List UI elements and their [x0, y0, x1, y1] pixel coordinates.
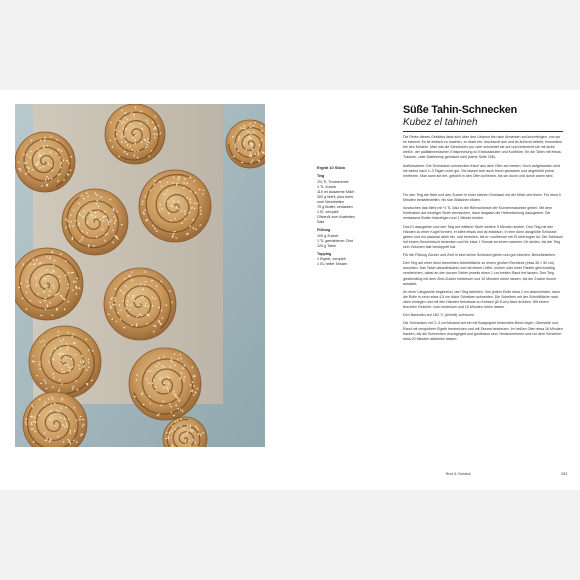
ingredient-item: 1 Eigelb, verquirlt [317, 257, 346, 262]
bun [15, 132, 75, 192]
method-step: Inzwischen das Mehl mit ½ TL Salz in die Rührschüssel der Küchenmaschine geben. Mit dem Knethaken auf niedriger Stufe vermischen, dann langsam die Hefemischung dazugeben. Die zerlassene Butter hinzufügen und 1 Minute kneten. [403, 206, 553, 221]
book-spread [0, 90, 580, 490]
ingredient-item: 120 g Tahin [317, 243, 336, 248]
chapter-footer: Brot & Gebäck [446, 472, 471, 476]
yield: Ergibt 10 Stück [317, 165, 346, 170]
ingredient-group-heading: Füllung [317, 228, 331, 233]
recipe-title: Süße Tahin-Schnecken [403, 104, 517, 116]
ingredient-item: 1 TL Zucker [317, 184, 337, 189]
ingredient-item: Salz [317, 220, 325, 225]
method-step: Den Teig auf einer dünn bemehlten Arbeitsfläche zu einem großen Rechteck (etwa 35 × 50 cm) ausrollen. Das Tahin daraufträufeln und mit einem Löffel- rücken oder einer Palette gleichmäßig verstreichen, dabei an den kurzen Seiten jeweils einen 1 cm breiten Rand frei lassen. Den Teig gleichmäßig mit dem Zimt-Zucker bestreuen und 10 Minuten ruhen lassen, bis der Zucker feucht aussieht. [403, 261, 557, 286]
bun [105, 104, 165, 164]
ingredient-item: 1 TL gemahlener Zimt [317, 238, 353, 243]
method-step: An einer Längsseite beginnend, den Teig aufrollen. Von jedem Ende etwa 2 cm abschneiden, dann die Rolle in zehn etwa 4,5 cm dicke Scheiben schneiden. Die Scheiben mit der Schnittfläche nach oben hinlegen und mit den Händen behutsam zu Kreisen (Ø 8 cm) flach drücken. Mit einem feuchten Geschirr- tuch bedecken und 15 Minuten ruhen lassen. [403, 289, 560, 310]
photo-illustration [15, 104, 265, 447]
ingredient-item: 1 Ei, verquirlt [317, 210, 339, 215]
ingredient-group-heading: Topping [317, 251, 332, 256]
method-step: Für den Teig die Hefe und den Zucker in einer kleinen Schüssel mit der Milch verrühren. Für etwa 5 Minuten beiseitestellen, bis sich Bläschen bilden. [403, 192, 561, 202]
ingredient-group-heading: Teig [317, 174, 325, 179]
tahini-rolls-photo [15, 104, 265, 447]
ingredient-item: 1½ TL Trockenhefe [317, 179, 349, 184]
method-step: Das Ei dazugeben und den Teig auf mittlerer Stufe weitere 5 Minuten kneten. Den Teig mit den Händen zu einer Kugel formen; er klebt etwas und ist elastisch. In eine dünn ausgeölte Schüssel geben und ein paarmal darin hin- und herrollen, bis er rundherum mit Öl überzogen ist. Die Schüssel mit einem Geschirrtuch bedecken und für etwa 1 Stunde an einem warmen Ort stellen, bis der Teig sein Volumen fast verdoppelt hat. [403, 224, 563, 249]
ingredient-item: Olivenöl zum Ausfetten [317, 215, 355, 220]
bun [15, 248, 83, 320]
method-step: Den Backofen auf 160 °C (Umluft) vorheizen. [403, 313, 475, 318]
recipe-column [403, 104, 563, 345]
method-step: Die Schnecken mit 2–3 cm Abstand auf ein mit Backpapier bedecktes Blech legen. Oberseite und Rand mit verquirltem Eigelb bestreichen und mit Sesam bestreuen. Im heißen Ofen etwa 16 Minuten backen, bis die Schnecken durchgegart und goldbraun sind. Herausnehmen und vor dem Servieren etwa 20 Minuten abkühlen lassen. [403, 321, 563, 341]
ingredient-groups [317, 174, 385, 267]
ingredient-item: 300 g Mehl, plus mehr [317, 194, 354, 199]
ingredients-panel [317, 165, 385, 270]
ingredient-group [317, 228, 385, 248]
ingredient-item: 75 g Butter, zerlassen [317, 205, 353, 210]
recipe-steps [403, 193, 563, 342]
bun [29, 326, 101, 398]
bun [104, 268, 176, 340]
recipe-intro [403, 135, 563, 179]
intro-paragraph: Aufbewahren: Die Schnecken schmecken frisch aus dem Ofen am besten. Doch aufgebacken sind sie selbst nach 2–3 Tagen noch gut. Sie lassen sich auch frisch gebacken und abgekühlt prima einfrieren. Man kann sie tief- gekühlt in den Ofen schieben, bis sie durch und durch warm sind. [403, 163, 561, 178]
recipe-subtitle: Kubez el tahineh [403, 117, 478, 128]
ingredient-item: 100 g Zucker [317, 233, 339, 238]
page-number: 283 [561, 472, 568, 476]
title-rule [403, 131, 563, 132]
bun [129, 348, 201, 420]
method-step: Für die Füllung Zucker und Zimt in eine kleine Schüssel geben und gut mischen. Beiseitestellen. [403, 253, 557, 258]
bun [62, 189, 128, 255]
bun [139, 170, 211, 242]
ingredient-group [317, 252, 385, 267]
ingredient-item: zum Verarbeiten [317, 199, 344, 204]
ingredient-item: 1 EL heller Sesam [317, 262, 347, 267]
intro-paragraph: Die Reise dieses Gebäcks lässt sich über den Libanon bis nach Armenien zurückverfolgen, von wo es stammt. Es ist einfach zu machen, zu stark ein- drucksvoll aus und ist äußerst beliebt, besonders bei den Kindern. Man isst die Schnecken pur oder schneidet sie auf und bestreicht sie mit dicke weiße, der palästinensischen Entsprechung zu Erdnussbutter und Konfitüre, für die Tahin mit etwas Trauben- oder Dattelsirup gemischt wird (siehe Seite 336). [403, 135, 562, 160]
ingredient-group [317, 174, 385, 225]
ingredient-item: 110 ml lauwarme Milch [317, 189, 355, 194]
